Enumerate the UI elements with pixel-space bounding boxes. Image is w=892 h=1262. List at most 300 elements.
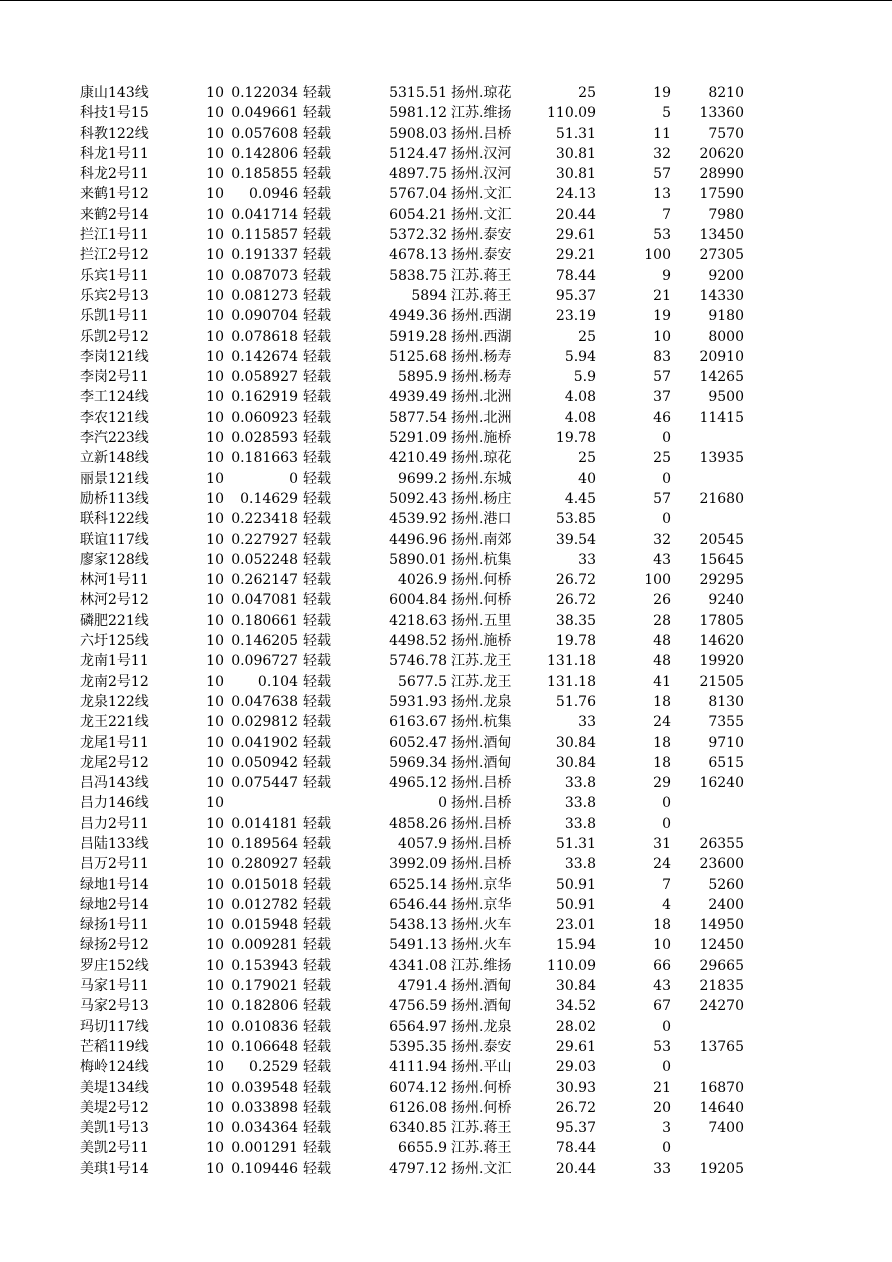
load-ratio-cell: 0.034364 xyxy=(231,1120,298,1137)
capacity-cell: 12450 xyxy=(699,937,744,954)
load-status-cell: 轻载 xyxy=(303,633,331,650)
load-ratio-cell: 0.014181 xyxy=(231,815,298,832)
substation-cell: 江苏.维扬 xyxy=(451,105,512,122)
distance-cell: 78.44 xyxy=(555,267,596,284)
load-status-cell: 轻载 xyxy=(303,612,331,629)
value-cell: 6655.9 xyxy=(398,1140,447,1157)
voltage-cell: 10 xyxy=(206,348,224,365)
feeder-name-cell: 磷肥221线 xyxy=(80,612,149,629)
voltage-cell: 10 xyxy=(206,125,224,142)
voltage-cell: 10 xyxy=(206,369,224,386)
capacity-cell: 17590 xyxy=(699,186,744,203)
voltage-cell: 10 xyxy=(206,287,224,304)
load-ratio-cell: 0.041714 xyxy=(231,206,298,223)
load-status-cell: 轻载 xyxy=(303,450,331,467)
voltage-cell: 10 xyxy=(206,815,224,832)
voltage-cell: 10 xyxy=(206,693,224,710)
value-cell: 5124.47 xyxy=(389,145,447,162)
count-cell: 32 xyxy=(653,145,671,162)
count-cell: 28 xyxy=(653,612,671,629)
load-ratio-cell: 0.050942 xyxy=(231,754,298,771)
capacity-cell: 17805 xyxy=(699,612,744,629)
substation-cell: 江苏.蒋王 xyxy=(451,267,512,284)
table-row xyxy=(0,1037,892,1057)
table-row xyxy=(0,814,892,834)
distance-cell: 29.61 xyxy=(555,1038,596,1055)
feeder-name-cell: 联科122线 xyxy=(80,511,149,528)
page-top-border xyxy=(0,0,892,1)
spreadsheet-table xyxy=(0,83,892,1179)
voltage-cell: 10 xyxy=(206,328,224,345)
feeder-name-cell: 美堤2号12 xyxy=(80,1099,149,1116)
table-row xyxy=(0,854,892,874)
feeder-name-cell: 绿扬2号12 xyxy=(80,937,149,954)
load-ratio-cell: 0.058927 xyxy=(231,369,298,386)
capacity-cell xyxy=(672,469,744,489)
capacity-cell: 9200 xyxy=(708,267,744,284)
load-ratio-cell: 0.115857 xyxy=(231,227,298,244)
count-cell: 18 xyxy=(653,917,671,934)
count-cell: 66 xyxy=(653,957,671,974)
substation-cell: 扬州.杭集 xyxy=(451,551,512,568)
count-cell: 0 xyxy=(662,815,671,832)
table-row xyxy=(0,956,892,976)
feeder-name-cell: 丽景121线 xyxy=(80,470,149,487)
feeder-name-cell: 绿地2号14 xyxy=(80,896,149,913)
feeder-name-cell: 李岗121线 xyxy=(80,348,149,365)
substation-cell: 江苏.龙王 xyxy=(451,673,512,690)
load-ratio-cell: 0.181663 xyxy=(231,450,298,467)
load-status-cell: 轻载 xyxy=(303,998,331,1015)
substation-cell: 扬州.泰安 xyxy=(451,1038,512,1055)
substation-cell: 江苏.蒋王 xyxy=(451,1140,512,1157)
value-cell: 4797.12 xyxy=(389,1160,447,1177)
voltage-cell: 10 xyxy=(206,450,224,467)
voltage-cell: 10 xyxy=(206,531,224,548)
load-ratio-cell: 0.033898 xyxy=(231,1099,298,1116)
table-row xyxy=(0,611,892,631)
capacity-cell: 29665 xyxy=(699,957,744,974)
load-status-cell: 轻载 xyxy=(303,369,331,386)
distance-cell: 4.45 xyxy=(564,490,596,507)
feeder-name-cell: 李农121线 xyxy=(80,409,149,426)
count-cell: 9 xyxy=(662,267,671,284)
load-status-cell: 轻载 xyxy=(303,409,331,426)
capacity-cell: 13360 xyxy=(699,105,744,122)
table-row xyxy=(0,1057,892,1077)
distance-cell: 33.8 xyxy=(564,775,596,792)
count-cell: 67 xyxy=(653,998,671,1015)
distance-cell: 25 xyxy=(578,450,596,467)
load-ratio-cell: 0.185855 xyxy=(231,166,298,183)
value-cell: 3992.09 xyxy=(389,856,447,873)
substation-cell: 江苏.蒋王 xyxy=(451,287,512,304)
voltage-cell: 10 xyxy=(206,145,224,162)
table-row xyxy=(0,306,892,326)
table-row xyxy=(0,631,892,651)
count-cell: 26 xyxy=(653,592,671,609)
table-row xyxy=(0,733,892,753)
load-ratio-cell: 0.015948 xyxy=(231,917,298,934)
value-cell: 4210.49 xyxy=(389,450,447,467)
load-status-cell: 轻载 xyxy=(303,917,331,934)
voltage-cell: 10 xyxy=(206,876,224,893)
load-ratio-cell: 0.142806 xyxy=(231,145,298,162)
count-cell: 31 xyxy=(653,835,671,852)
load-status-cell: 轻载 xyxy=(303,1079,331,1096)
distance-cell: 26.72 xyxy=(555,1099,596,1116)
substation-cell: 扬州.酒甸 xyxy=(451,998,512,1015)
feeder-name-cell: 李汽223线 xyxy=(80,430,149,447)
load-ratio-cell: 0.001291 xyxy=(231,1140,298,1157)
value-cell: 5746.78 xyxy=(389,653,447,670)
feeder-name-cell: 美堤134线 xyxy=(80,1079,149,1096)
value-cell: 6163.67 xyxy=(389,714,447,731)
count-cell: 7 xyxy=(662,206,671,223)
voltage-cell: 10 xyxy=(206,572,224,589)
capacity-cell: 19920 xyxy=(699,653,744,670)
distance-cell: 30.84 xyxy=(555,734,596,751)
distance-cell: 29.21 xyxy=(555,247,596,264)
capacity-cell: 7355 xyxy=(708,714,744,731)
voltage-cell: 10 xyxy=(206,1038,224,1055)
load-ratio-cell: 0.0946 xyxy=(249,186,298,203)
voltage-cell: 10 xyxy=(206,166,224,183)
load-status-cell: 轻载 xyxy=(303,105,331,122)
load-status-cell: 轻载 xyxy=(303,125,331,142)
table-row xyxy=(0,124,892,144)
table-row xyxy=(0,1138,892,1158)
value-cell: 5125.68 xyxy=(389,348,447,365)
substation-cell: 扬州.北洲 xyxy=(451,409,512,426)
feeder-name-cell: 李工124线 xyxy=(80,389,149,406)
substation-cell: 扬州.文汇 xyxy=(451,186,512,203)
voltage-cell: 10 xyxy=(206,186,224,203)
substation-cell: 扬州.杨寿 xyxy=(451,369,512,386)
distance-cell: 34.52 xyxy=(555,998,596,1015)
count-cell: 46 xyxy=(653,409,671,426)
count-cell: 24 xyxy=(653,714,671,731)
count-cell: 21 xyxy=(653,1079,671,1096)
value-cell: 4111.94 xyxy=(389,1059,447,1076)
capacity-cell xyxy=(672,509,744,529)
table-row xyxy=(0,387,892,407)
value-cell: 5438.13 xyxy=(389,917,447,934)
feeder-name-cell: 吕力146线 xyxy=(80,795,149,812)
feeder-name-cell: 乐凯2号12 xyxy=(80,328,149,345)
table-row xyxy=(0,103,892,123)
capacity-cell: 9180 xyxy=(708,308,744,325)
load-ratio-cell: 0.081273 xyxy=(231,287,298,304)
load-status-cell: 轻载 xyxy=(303,978,331,995)
load-ratio-cell: 0.153943 xyxy=(231,957,298,974)
count-cell: 37 xyxy=(653,389,671,406)
voltage-cell: 10 xyxy=(206,917,224,934)
value-cell: 5877.54 xyxy=(389,409,447,426)
distance-cell: 5.9 xyxy=(573,369,596,386)
load-status-cell: 轻载 xyxy=(303,287,331,304)
substation-cell: 扬州.酒甸 xyxy=(451,734,512,751)
value-cell: 6074.12 xyxy=(389,1079,447,1096)
load-status-cell: 轻载 xyxy=(303,551,331,568)
capacity-cell: 24270 xyxy=(699,998,744,1015)
voltage-cell: 10 xyxy=(206,957,224,974)
load-ratio-cell: 0.047638 xyxy=(231,693,298,710)
count-cell: 11 xyxy=(653,125,671,142)
value-cell: 4498.52 xyxy=(389,633,447,650)
capacity-cell xyxy=(672,1138,744,1158)
load-status-cell: 轻载 xyxy=(303,653,331,670)
count-cell: 3 xyxy=(662,1120,671,1137)
voltage-cell: 10 xyxy=(206,998,224,1015)
load-status-cell: 轻载 xyxy=(303,734,331,751)
value-cell: 4858.26 xyxy=(389,815,447,832)
load-ratio-cell: 0.280927 xyxy=(231,856,298,873)
load-status-cell: 轻载 xyxy=(303,1099,331,1116)
count-cell: 32 xyxy=(653,531,671,548)
count-cell: 53 xyxy=(653,227,671,244)
feeder-name-cell: 拦江2号12 xyxy=(80,247,149,264)
feeder-name-cell: 龙南1号11 xyxy=(80,653,149,670)
voltage-cell: 10 xyxy=(206,470,224,487)
table-row xyxy=(0,753,892,773)
load-status-cell: 轻载 xyxy=(303,775,331,792)
load-status-cell: 轻载 xyxy=(303,1120,331,1137)
capacity-cell: 13765 xyxy=(699,1038,744,1055)
capacity-cell: 14950 xyxy=(699,917,744,934)
capacity-cell: 7980 xyxy=(708,206,744,223)
substation-cell: 扬州.文汇 xyxy=(451,206,512,223)
substation-cell: 扬州.南郊 xyxy=(451,531,512,548)
load-status-cell: 轻载 xyxy=(303,247,331,264)
load-status-cell: 轻载 xyxy=(303,328,331,345)
voltage-cell: 10 xyxy=(206,734,224,751)
distance-cell: 26.72 xyxy=(555,592,596,609)
load-ratio-cell: 0.191337 xyxy=(231,247,298,264)
distance-cell: 33 xyxy=(578,551,596,568)
distance-cell: 23.19 xyxy=(555,308,596,325)
count-cell: 33 xyxy=(653,1160,671,1177)
load-ratio-cell: 0.262147 xyxy=(231,572,298,589)
count-cell: 48 xyxy=(653,633,671,650)
voltage-cell: 10 xyxy=(206,978,224,995)
table-row xyxy=(0,712,892,732)
feeder-name-cell: 林河1号11 xyxy=(80,572,149,589)
feeder-name-cell: 马家1号11 xyxy=(80,978,149,995)
voltage-cell: 10 xyxy=(206,1059,224,1076)
substation-cell: 江苏.龙王 xyxy=(451,653,512,670)
substation-cell: 扬州.火车 xyxy=(451,917,512,934)
value-cell: 4949.36 xyxy=(389,308,447,325)
substation-cell: 扬州.杨寿 xyxy=(451,348,512,365)
table-row xyxy=(0,509,892,529)
feeder-name-cell: 玛切117线 xyxy=(80,1018,149,1035)
capacity-cell: 29295 xyxy=(699,572,744,589)
count-cell: 0 xyxy=(662,470,671,487)
value-cell: 5969.34 xyxy=(389,754,447,771)
table-row xyxy=(0,144,892,164)
count-cell: 10 xyxy=(653,328,671,345)
count-cell: 57 xyxy=(653,490,671,507)
table-row xyxy=(0,83,892,103)
capacity-cell xyxy=(672,1057,744,1077)
value-cell: 4218.63 xyxy=(389,612,447,629)
table-row xyxy=(0,1017,892,1037)
substation-cell: 江苏.蒋王 xyxy=(451,1120,512,1137)
table-row xyxy=(0,570,892,590)
capacity-cell: 14330 xyxy=(699,287,744,304)
feeder-name-cell: 吕力2号11 xyxy=(80,815,149,832)
capacity-cell: 6515 xyxy=(708,754,744,771)
substation-cell: 扬州.泰安 xyxy=(451,247,512,264)
distance-cell: 78.44 xyxy=(555,1140,596,1157)
load-status-cell: 轻载 xyxy=(303,835,331,852)
substation-cell: 扬州.京华 xyxy=(451,896,512,913)
distance-cell: 30.84 xyxy=(555,754,596,771)
value-cell: 5908.03 xyxy=(389,125,447,142)
feeder-name-cell: 科龙1号11 xyxy=(80,145,149,162)
substation-cell: 扬州.文汇 xyxy=(451,1160,512,1177)
load-ratio-cell: 0.075447 xyxy=(231,775,298,792)
feeder-name-cell: 来鹤1号12 xyxy=(80,186,149,203)
load-status-cell: 轻载 xyxy=(303,673,331,690)
load-status-cell: 轻载 xyxy=(303,470,331,487)
substation-cell: 扬州.琼花 xyxy=(451,450,512,467)
feeder-name-cell: 龙南2号12 xyxy=(80,673,149,690)
value-cell: 6052.47 xyxy=(389,734,447,751)
load-ratio-cell: 0.104 xyxy=(257,673,298,690)
voltage-cell: 10 xyxy=(206,206,224,223)
capacity-cell: 8130 xyxy=(708,693,744,710)
table-row xyxy=(0,225,892,245)
load-ratio-cell: 0.096727 xyxy=(231,653,298,670)
feeder-name-cell: 乐宾2号13 xyxy=(80,287,149,304)
value-cell: 6546.44 xyxy=(389,896,447,913)
capacity-cell: 15645 xyxy=(699,551,744,568)
load-ratio-cell: 0.060923 xyxy=(231,409,298,426)
load-status-cell: 轻载 xyxy=(303,389,331,406)
load-status-cell: 轻载 xyxy=(303,754,331,771)
substation-cell: 扬州.港口 xyxy=(451,511,512,528)
distance-cell: 29.03 xyxy=(555,1059,596,1076)
value-cell: 4939.49 xyxy=(389,389,447,406)
distance-cell: 95.37 xyxy=(555,1120,596,1137)
value-cell: 0 xyxy=(438,795,447,812)
count-cell: 53 xyxy=(653,1038,671,1055)
voltage-cell: 10 xyxy=(206,409,224,426)
load-ratio-cell: 0.2529 xyxy=(249,1059,298,1076)
distance-cell: 51.31 xyxy=(555,835,596,852)
table-row xyxy=(0,448,892,468)
count-cell: 7 xyxy=(662,876,671,893)
load-ratio-cell: 0.087073 xyxy=(231,267,298,284)
value-cell: 5931.93 xyxy=(389,693,447,710)
substation-cell: 扬州.酒甸 xyxy=(451,754,512,771)
distance-cell: 28.02 xyxy=(555,1018,596,1035)
feeder-name-cell: 立新148线 xyxy=(80,450,149,467)
feeder-name-cell: 美凯1号13 xyxy=(80,1120,149,1137)
load-status-cell: 轻载 xyxy=(303,937,331,954)
value-cell: 6340.85 xyxy=(389,1120,447,1137)
load-status-cell: 轻载 xyxy=(303,1038,331,1055)
voltage-cell: 10 xyxy=(206,430,224,447)
table-row xyxy=(0,184,892,204)
table-row xyxy=(0,1118,892,1138)
substation-cell: 扬州.汉河 xyxy=(451,166,512,183)
capacity-cell: 13450 xyxy=(699,227,744,244)
count-cell: 100 xyxy=(644,247,671,264)
capacity-cell: 28990 xyxy=(699,166,744,183)
capacity-cell: 14620 xyxy=(699,633,744,650)
capacity-cell: 20545 xyxy=(699,531,744,548)
count-cell: 19 xyxy=(653,85,671,101)
value-cell: 5890.01 xyxy=(389,551,447,568)
table-row xyxy=(0,976,892,996)
table-row xyxy=(0,428,892,448)
feeder-name-cell: 美琪1号14 xyxy=(80,1160,149,1177)
distance-cell: 131.18 xyxy=(547,673,596,690)
substation-cell: 扬州.吕桥 xyxy=(451,795,512,812)
table-row xyxy=(0,530,892,550)
substation-cell: 扬州.何桥 xyxy=(451,1079,512,1096)
voltage-cell: 10 xyxy=(206,490,224,507)
feeder-name-cell: 吕万2号11 xyxy=(80,856,149,873)
value-cell: 4791.4 xyxy=(398,978,447,995)
count-cell: 0 xyxy=(662,430,671,447)
value-cell: 5677.5 xyxy=(398,673,447,690)
count-cell: 0 xyxy=(662,1140,671,1157)
distance-cell: 30.93 xyxy=(555,1079,596,1096)
value-cell: 5767.04 xyxy=(389,186,447,203)
distance-cell: 19.78 xyxy=(555,430,596,447)
substation-cell: 扬州.何桥 xyxy=(451,1099,512,1116)
load-ratio-cell: 0.012782 xyxy=(231,896,298,913)
voltage-cell: 10 xyxy=(206,227,224,244)
value-cell: 5315.51 xyxy=(389,85,447,101)
voltage-cell: 10 xyxy=(206,267,224,284)
substation-cell: 扬州.西湖 xyxy=(451,308,512,325)
distance-cell: 4.08 xyxy=(564,389,596,406)
value-cell: 6126.08 xyxy=(389,1099,447,1116)
substation-cell: 扬州.杨庄 xyxy=(451,490,512,507)
table-row xyxy=(0,692,892,712)
table-row xyxy=(0,875,892,895)
count-cell: 0 xyxy=(662,511,671,528)
capacity-cell xyxy=(672,814,744,834)
voltage-cell: 10 xyxy=(206,714,224,731)
voltage-cell: 10 xyxy=(206,1099,224,1116)
substation-cell: 扬州.杭集 xyxy=(451,714,512,731)
capacity-cell: 8000 xyxy=(708,328,744,345)
capacity-cell: 20910 xyxy=(699,348,744,365)
table-row xyxy=(0,408,892,428)
substation-cell: 扬州.酒甸 xyxy=(451,978,512,995)
voltage-cell: 10 xyxy=(206,937,224,954)
substation-cell: 江苏.维扬 xyxy=(451,957,512,974)
load-ratio-cell: 0.090704 xyxy=(231,308,298,325)
substation-cell: 扬州.吕桥 xyxy=(451,125,512,142)
feeder-name-cell: 马家2号13 xyxy=(80,998,149,1015)
table-row xyxy=(0,915,892,935)
capacity-cell: 20620 xyxy=(699,145,744,162)
capacity-cell: 26355 xyxy=(699,835,744,852)
value-cell: 5291.09 xyxy=(389,430,447,447)
table-row xyxy=(0,347,892,367)
load-ratio-cell: 0.106648 xyxy=(231,1038,298,1055)
distance-cell: 30.84 xyxy=(555,978,596,995)
table-row xyxy=(0,590,892,610)
count-cell: 19 xyxy=(653,308,671,325)
